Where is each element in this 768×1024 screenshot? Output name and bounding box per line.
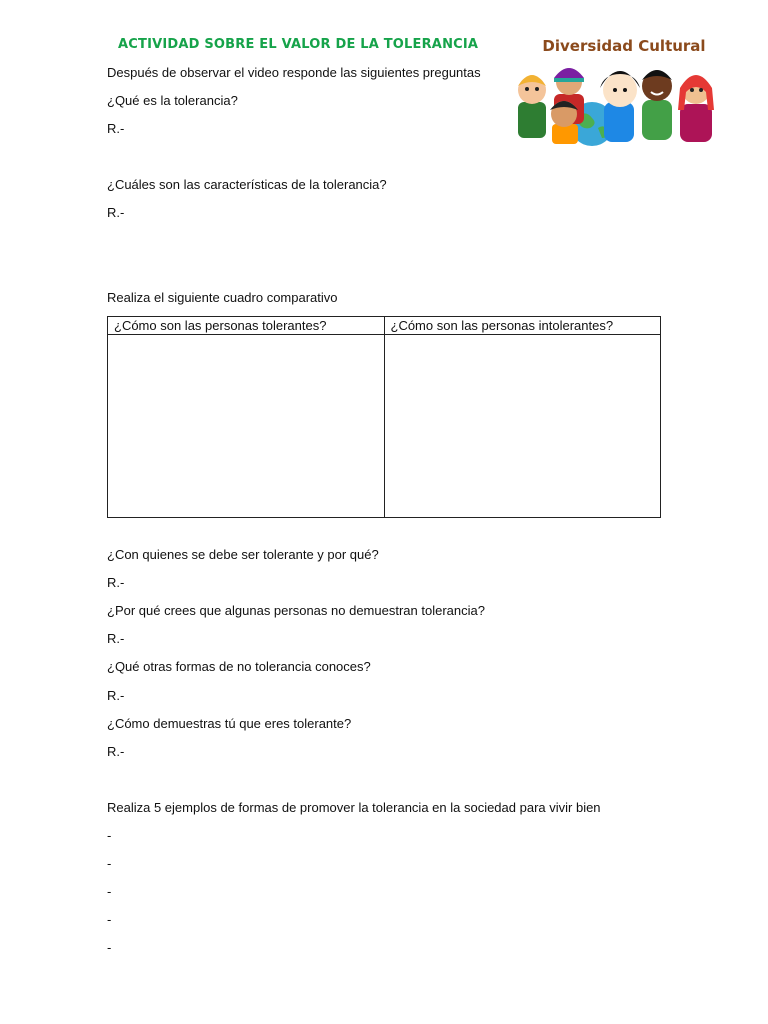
question-6: ¿Cómo demuestras tú que eres tolerante? — [107, 716, 352, 731]
table-header-tolerant: ¿Cómo son las personas tolerantes? — [108, 317, 385, 335]
example-bullet-4: - — [107, 912, 112, 927]
illustration-banner-text: Diversidad Cultural — [542, 37, 706, 55]
intro-text: Después de observar el video responde las siguientes preguntas — [107, 65, 481, 80]
example-bullet-2: - — [107, 856, 112, 871]
example-bullet-5: - — [107, 940, 112, 955]
comparison-table — [107, 316, 661, 518]
question-1: ¿Qué es la tolerancia? — [107, 93, 238, 108]
question-4: ¿Por qué crees que algunas personas no demuestran tolerancia? — [107, 603, 485, 618]
question-3: ¿Con quienes se debe ser tolerante y por qué? — [107, 547, 379, 562]
answer-2: R.- — [107, 205, 125, 220]
table-header-intolerant: ¿Cómo son las personas intolerantes? — [384, 317, 661, 335]
diversidad-cultural-illustration — [512, 32, 730, 146]
answer-6: R.- — [107, 744, 125, 759]
example-bullet-3: - — [107, 884, 112, 899]
table-intro: Realiza el siguiente cuadro comparativo — [107, 290, 338, 305]
table-cell-intolerant — [384, 335, 661, 518]
examples-prompt: Realiza 5 ejemplos de formas de promover la tolerancia en la sociedad para vivir bien — [107, 800, 601, 815]
question-2: ¿Cuáles son las características de la tolerancia? — [107, 177, 387, 192]
answer-4: R.- — [107, 631, 125, 646]
example-bullet-1: - — [107, 828, 112, 843]
page-title: ACTIVIDAD SOBRE EL VALOR DE LA TOLERANCIA — [118, 37, 479, 52]
question-5: ¿Qué otras formas de no tolerancia conoces? — [107, 659, 371, 674]
table-answer-row — [108, 335, 661, 518]
table-header-row — [108, 317, 661, 335]
answer-3: R.- — [107, 575, 125, 590]
answer-1: R.- — [107, 121, 125, 136]
answer-5: R.- — [107, 688, 125, 703]
table-cell-tolerant — [108, 335, 385, 518]
